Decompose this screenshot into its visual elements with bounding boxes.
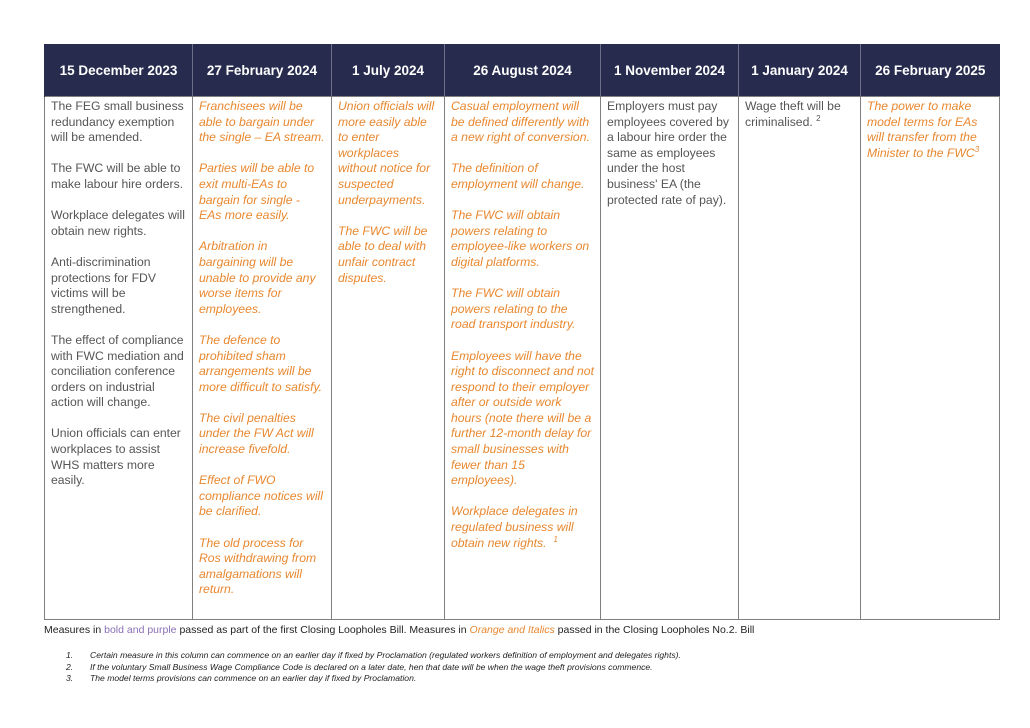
measure-item: The FWC will be able to deal with unfair contract disputes.: [338, 223, 428, 285]
footnote-text: Certain measure in this column can commence on an earlier day if fixed by Proclamation (regulated workers definition of employment and delegates rights).: [90, 650, 681, 660]
measures-cell: [601, 97, 739, 620]
column-header-date: 1 July 2024: [332, 44, 445, 97]
footnote-ref: 3: [974, 144, 980, 154]
footnote: [44, 650, 984, 662]
measure-text: The power to make model terms for EAs will transfer from the Minister to the FWC: [867, 99, 978, 160]
measure-item: [451, 504, 594, 551]
column-header-date: 26 February 2025: [861, 44, 1000, 97]
footnotes: [44, 650, 984, 685]
measures-cell: [193, 97, 332, 620]
measure-item: The old process for Ros withdrawing from amalgamations will return.: [199, 535, 317, 597]
measure-item: The effect of compliance with FWC mediation and conciliation conference orders on industrial action will change.: [51, 332, 184, 410]
measure-item: Parties will be able to exit multi-EAs to bargain for single - EAs more easily.: [199, 161, 315, 223]
footnote-text: The model terms provisions can commence on an earlier day if fixed by Proclamation.: [90, 673, 417, 683]
measure-item: The FWC will be able to make labour hire orders.: [51, 161, 184, 191]
commencement-timeline-table: [44, 44, 1000, 620]
measure-item: Employers must pay employees covered by a labour hire order the same as employees under the host business' EA (the protected rate of pay).: [607, 99, 729, 207]
column-header-date: 15 December 2023: [45, 44, 193, 97]
measures-cell: [332, 97, 445, 620]
measure-item: Union officials can enter workplaces to assist WHS matters more easily.: [51, 426, 181, 488]
column-header-date: 1 January 2024: [739, 44, 861, 97]
column-header-date: 27 February 2024: [193, 44, 332, 97]
footnote-number: 3.: [66, 673, 74, 683]
measures-cell: [739, 97, 861, 620]
measure-text: Wage theft will be criminalised.: [745, 99, 841, 129]
footnote: [44, 662, 984, 674]
legend-purple-sample: bold and purple: [104, 624, 177, 636]
measure-item: [867, 99, 993, 161]
measure-item: Anti-discrimination protections for FDV victims will be strengthened.: [51, 254, 156, 316]
measure-item: The definition of employment will change.: [451, 161, 585, 191]
measure-item: The FEG small business redundancy exemption will be amended.: [51, 99, 184, 145]
measure-item: The FWC will obtain powers relating to employee-like workers on digital platforms.: [451, 208, 590, 269]
column-header-date: 1 November 2024: [601, 44, 739, 97]
legend-text: Measures in: [44, 624, 102, 636]
header-row: [45, 44, 1000, 97]
measure-item: Union officials will more easily able to enter workplaces without notice for suspected underpayments.: [338, 99, 435, 207]
footnote-ref: 2: [816, 113, 821, 123]
legend-line: [44, 624, 1004, 636]
measure-item: Casual employment will be defined differently with a new right of conversion.: [451, 99, 590, 145]
measure-item: The FWC will obtain powers relating to the road transport industry.: [451, 286, 576, 332]
table-header: [45, 44, 1000, 97]
measures-cell: [861, 97, 1000, 620]
legend-orange-sample: Orange and Italics: [469, 624, 555, 636]
legend-text: passed as part of the first Closing Loopholes Bill. Measures in: [179, 624, 467, 636]
measures-cell: [45, 97, 193, 620]
measures-cell: [445, 97, 601, 620]
table-body: [45, 97, 1000, 620]
footnote-text: If the voluntary Small Business Wage Compliance Code is declared on a later date, hen that date will be when the wage theft provisions commence.: [90, 661, 653, 672]
measure-item: The civil penalties under the FW Act will increase fivefold.: [199, 410, 314, 457]
measure-item: Workplace delegates will obtain new rights.: [51, 208, 185, 238]
measure-item: Arbitration in bargaining will be unable to provide any worse items for employees.: [199, 239, 316, 316]
footnote-number: 1.: [66, 650, 74, 660]
footnote-ref: 1: [553, 534, 558, 544]
measure-item: Franchisees will be able to bargain under the single – EA stream.: [199, 99, 325, 145]
measure-item: Effect of FWO compliance notices will be clarified.: [199, 473, 323, 519]
measure-item: Employees will have the right to disconnect and not respond to their employer after or outside work hours (note there will be a further 12-month delay for small businesses with fewer than 15 employees).: [451, 348, 594, 488]
column-header-date: 26 August 2024: [445, 44, 601, 97]
measure-item: The defence to prohibited sham arrangements will be more difficult to satisfy.: [199, 332, 323, 394]
footnote-number: 2.: [66, 661, 74, 672]
measures-row: [45, 97, 1000, 620]
footnote: [44, 673, 984, 685]
measure-item: [745, 99, 854, 130]
legend-text: passed in the Closing Loopholes No.2. Bill: [557, 624, 755, 636]
measure-text: Workplace delegates in regulated business will obtain new rights.: [451, 504, 578, 550]
